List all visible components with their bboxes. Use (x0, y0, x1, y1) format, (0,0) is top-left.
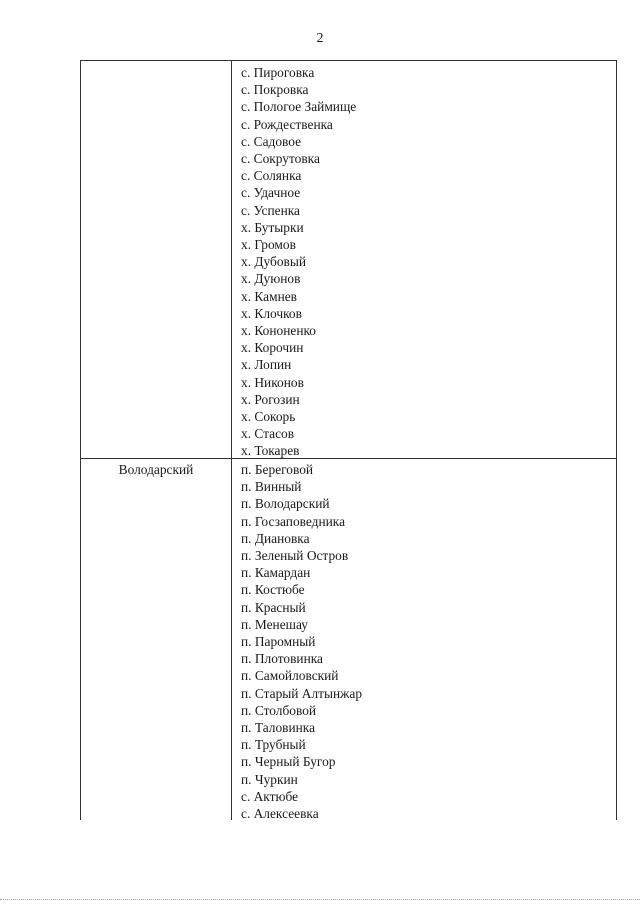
district-name: Володарский (118, 462, 194, 477)
settlement-item: х. Корочин (241, 340, 304, 356)
settlement-item: п. Паромный (241, 634, 316, 650)
settlement-item: с. Рождественка (241, 116, 333, 132)
settlement-item: с. Солянка (241, 168, 302, 184)
settlement-item: х. Сокорь (241, 409, 296, 425)
settlement-item: с. Алексеевка (241, 806, 319, 822)
settlement-item: п. Володарский (241, 496, 330, 512)
settlement-list-continued (241, 64, 356, 460)
settlement-item: п. Самойловский (241, 668, 339, 684)
settlement-item: с. Покровка (241, 82, 309, 98)
settlement-item: с. Сокрутовка (241, 151, 320, 167)
settlement-item: п. Камардан (241, 565, 311, 581)
settlement-item: х. Дубовый (241, 254, 307, 270)
settlement-item: х. Токарев (241, 443, 300, 459)
settlement-item: п. Зеленый Остров (241, 548, 349, 564)
settlement-item: с. Удачное (241, 185, 301, 201)
settlement-list-volodarsky (241, 461, 362, 822)
settlement-item: х. Бутырки (241, 219, 304, 235)
settlements-table (80, 60, 617, 820)
settlement-item: п. Винный (241, 479, 302, 495)
settlement-item: х. Громов (241, 237, 296, 253)
settlement-item: х. Никонов (241, 374, 304, 390)
settlement-item: п. Столбовой (241, 702, 317, 718)
settlement-item: х. Кононенко (241, 323, 317, 339)
settlement-item: п. Менешау (241, 616, 308, 632)
settlement-item: х. Дуюнов (241, 271, 301, 287)
scan-edge-line (0, 899, 640, 900)
settlement-item: п. Старый Алтынжар (241, 685, 363, 701)
settlement-item: п. Госзаповедника (241, 513, 346, 529)
settlement-item: п. Таловинка (241, 720, 316, 736)
settlement-item: с. Пологое Займище (241, 99, 357, 115)
settlement-item: х. Рогозин (241, 391, 300, 407)
settlement-item: х. Клочков (241, 305, 302, 321)
settlement-item: с. Успенка (241, 202, 300, 218)
page-number: 2 (316, 31, 324, 46)
column-divider (231, 61, 232, 820)
settlement-item: п. Чуркин (241, 771, 298, 787)
settlement-item: п. Трубный (241, 737, 306, 753)
settlement-item: с. Пироговка (241, 65, 315, 80)
settlement-item: х. Камнев (241, 288, 297, 304)
settlement-item: п. Костюбе (241, 582, 305, 598)
settlement-item: п. Береговой (241, 462, 314, 477)
settlement-item: х. Лопин (241, 357, 292, 373)
settlement-item: п. Красный (241, 599, 306, 615)
settlement-item: с. Садовое (241, 133, 302, 149)
settlement-item: п. Черный Бугор (241, 754, 336, 770)
settlement-item: п. Диановка (241, 530, 310, 546)
settlement-item: п. Плотовинка (241, 651, 324, 667)
settlement-item: с. Актюбе (241, 788, 299, 804)
settlement-item: х. Стасов (241, 426, 295, 442)
